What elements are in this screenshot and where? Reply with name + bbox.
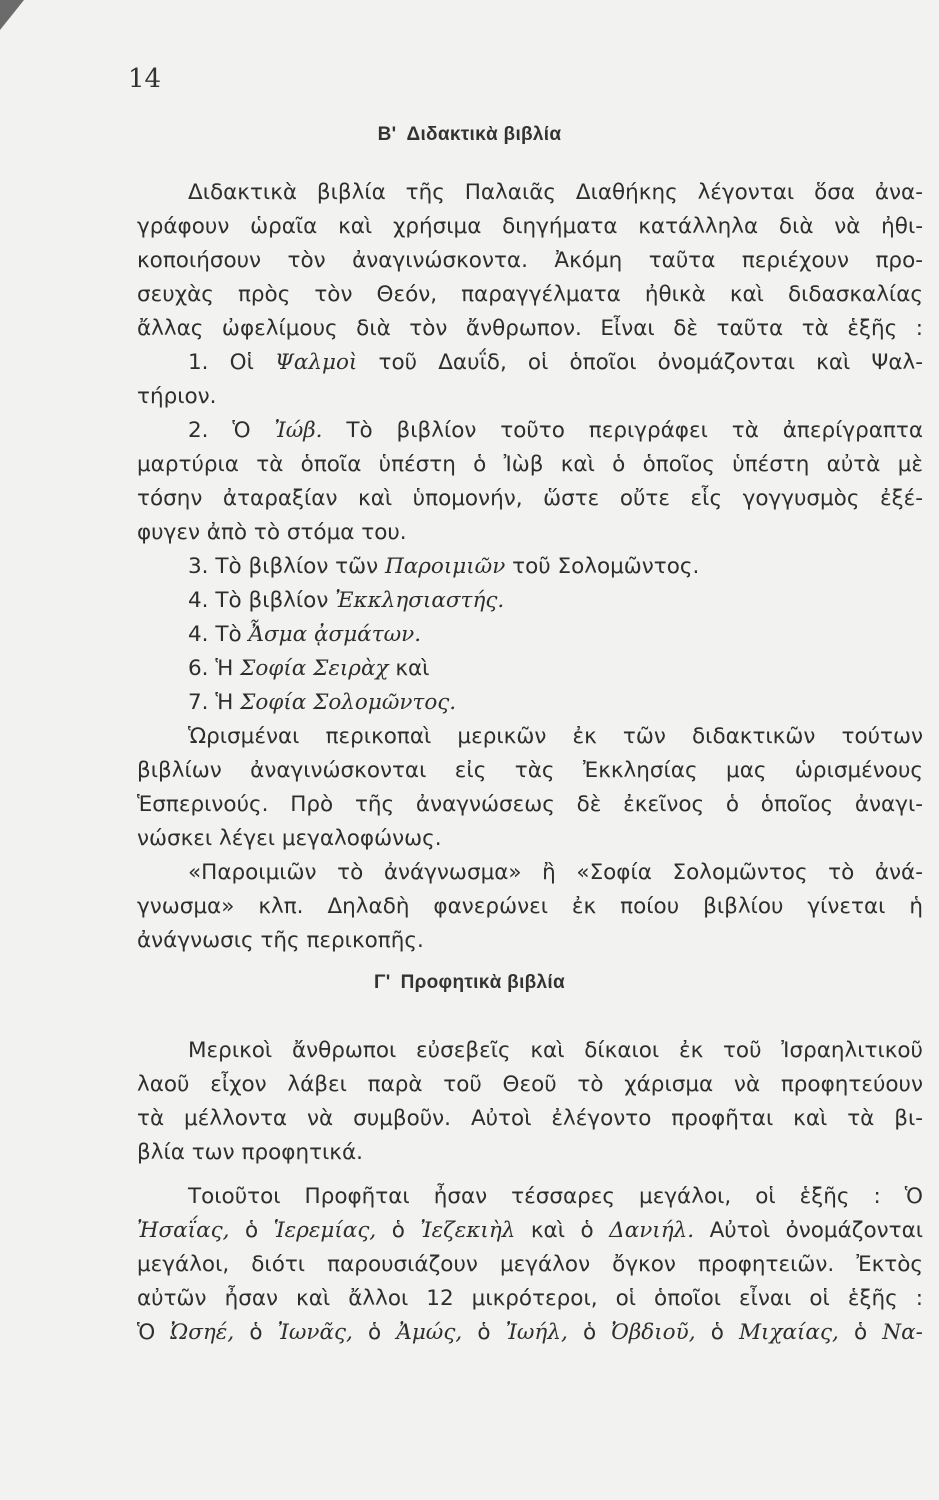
list-item bbox=[188, 652, 923, 686]
article: Ὁ bbox=[137, 1320, 156, 1345]
article: ὁ bbox=[368, 1320, 382, 1345]
item-text: τοῦ Σολομῶντος. bbox=[512, 554, 700, 579]
text-line: γράφουν ὡραῖα καὶ χρήσιμα διηγήματα κατάλληλα διὰ νὰ ἠθι- bbox=[137, 214, 923, 239]
prophet-name: Να- bbox=[882, 1320, 923, 1345]
text-line: Τοιοῦτοι Προφῆται ἦσαν τέσσαρες μεγάλοι, οἱ ἑξῆς : Ὁ bbox=[188, 1184, 923, 1209]
text-line: Ὡρισμέναι περικοπαὶ μερικῶν ἐκ τῶν διδακτικῶν τούτων bbox=[188, 724, 923, 749]
article: ὁ bbox=[710, 1320, 724, 1345]
minor-prophets-line bbox=[137, 1316, 923, 1350]
book-title: Παροιμιῶν bbox=[384, 554, 506, 579]
text-line: ἄλλας ὠφελίμους διὰ τὸν ἄνθρωπον. Εἶναι δὲ ταῦτα τὰ ἑξῆς : bbox=[137, 316, 923, 341]
list-item bbox=[188, 686, 923, 720]
article: ὁ bbox=[582, 1320, 597, 1345]
article: καὶ ὁ bbox=[530, 1218, 594, 1243]
item-text: 4. Τὸ bbox=[188, 622, 242, 647]
list-item bbox=[188, 618, 923, 652]
prophet-name: Ἰωνᾶς, bbox=[277, 1320, 353, 1345]
item-number: 2. Ὁ bbox=[188, 418, 251, 443]
list-item bbox=[188, 584, 923, 618]
text-line: βλία των προφητικά. bbox=[137, 1140, 363, 1165]
text-line: σευχὰς πρὸς τὸν Θεόν, παραγγέλματα ἠθικὰ καὶ διδασκαλίας bbox=[137, 282, 923, 307]
prophet-name: Ἠσαΐας, bbox=[137, 1218, 230, 1243]
text-line: Μερικοὶ ἄνθρωποι εὐσεβεῖς καὶ δίκαιοι ἐκ τοῦ Ἰσραηλιτικοῦ bbox=[188, 1038, 923, 1063]
item-text: Τὸ βιβλίον τοῦτο περιγράφει τὰ ἀπερίγραπτα bbox=[346, 418, 923, 443]
list-item bbox=[188, 346, 923, 380]
scan-corner bbox=[0, 0, 24, 30]
item-text: 6. Ἡ bbox=[188, 656, 234, 681]
page-number: 14 bbox=[128, 64, 162, 94]
text-line: τόσην ἀταραξίαν καὶ ὑπομονήν, ὥστε οὔτε εἷς γογγυσμὸς ἐξέ- bbox=[137, 486, 923, 511]
prophet-name: Ἱερεμίας, bbox=[273, 1218, 377, 1243]
prophet-name: Ἀμώς, bbox=[396, 1320, 463, 1345]
text-line: νώσκει λέγει μεγαλοφώνως. bbox=[137, 826, 442, 851]
text-line: Ἑσπερινούς. Πρὸ τῆς ἀναγνώσεως δὲ ἐκεῖνος ὁ ὁποῖος ἀναγι- bbox=[137, 792, 923, 817]
section-b-heading bbox=[0, 124, 939, 146]
book-title: Σοφία Σειρὰχ bbox=[240, 656, 389, 681]
text-line: Διδακτικὰ βιβλία τῆς Παλαιᾶς Διαθήκης λέγονται ὅσα ἀνα- bbox=[188, 180, 923, 205]
text-line: βιβλίων ἀναγινώσκονται εἰς τὰς Ἐκκλησίας μας ὡρισμένους bbox=[137, 758, 923, 783]
book-title: Ψαλμοὶ bbox=[275, 350, 358, 375]
item-text: 4. Τὸ βιβλίον bbox=[188, 588, 329, 613]
prophet-name: Ἰεζεκιὴλ bbox=[420, 1218, 516, 1243]
prophet-name: Ὠσηέ, bbox=[170, 1320, 235, 1345]
item-text: 7. Ἡ bbox=[188, 690, 234, 715]
item-text: 3. Τὸ βιβλίον τῶν bbox=[188, 554, 379, 579]
section-b-heading-text: Διδακτικὰ βιβλία bbox=[406, 124, 562, 145]
prophet-name: Μιχαίας, bbox=[739, 1320, 839, 1345]
book-title: Ἰώβ. bbox=[274, 418, 323, 443]
prophet-name: Ὀβδιοῦ, bbox=[611, 1320, 696, 1345]
section-c-heading-text: Προφητικὰ βιβλία bbox=[400, 972, 565, 993]
text-line: λαοῦ εἶχον λάβει παρὰ τοῦ Θεοῦ τὸ χάρισμα νὰ προφητεύουν bbox=[137, 1072, 923, 1097]
text-line: ἀνάγνωσις τῆς περικοπῆς. bbox=[137, 928, 424, 953]
section-c-heading bbox=[0, 972, 939, 994]
article: ὁ bbox=[853, 1320, 868, 1345]
text-line: αὐτῶν ἦσαν καὶ ἄλλοι 12 μικρότεροι, οἱ ὁποῖοι εἶναι οἱ ἑξῆς : bbox=[137, 1286, 923, 1311]
text-line: κοποιήσουν τὸν ἀναγινώσκοντα. Ἀκόμη ταῦτα περιέχουν προ- bbox=[137, 248, 923, 273]
book-title: Σοφία Σολομῶντος. bbox=[240, 690, 457, 715]
text-line: φυγεν ἀπὸ τὸ στόμα του. bbox=[137, 520, 407, 545]
article: ὁ bbox=[245, 1218, 259, 1243]
list-item bbox=[188, 414, 923, 448]
text-line: «Παροιμιῶν τὸ ἀνάγνωσμα» ἢ «Σοφία Σολομῶντος τὸ ἀνά- bbox=[188, 860, 923, 885]
text-line: γνωσμα» κλπ. Δηλαδὴ φανερώνει ἐκ ποίου βιβλίου γίνεται ἡ bbox=[137, 894, 923, 919]
prophet-name: Δανιήλ. bbox=[609, 1218, 695, 1243]
list-item bbox=[188, 550, 923, 584]
item-number: 1. Οἱ bbox=[188, 350, 254, 375]
item-text: καὶ bbox=[395, 656, 430, 681]
book-title: Ἐκκλησιαστής. bbox=[335, 588, 505, 613]
prophet-name: Ἰωήλ, bbox=[505, 1320, 568, 1345]
text-line: τὰ μέλλοντα νὰ συμβοῦν. Αὐτοὶ ἐλέγοντο προφῆται καὶ τὰ βι- bbox=[137, 1106, 923, 1131]
item-text: τοῦ Δαυΐδ, οἱ ὁποῖοι ὀνομάζονται καὶ Ψαλ- bbox=[378, 350, 924, 375]
article: ὁ bbox=[249, 1320, 263, 1345]
text-line: μεγάλοι, διότι παρουσιάζουν μεγάλον ὄγκον προφητειῶν. Ἐκτὸς bbox=[137, 1252, 923, 1277]
text-line: τήριον. bbox=[137, 384, 217, 409]
item-text: Αὐτοὶ ὀνομάζονται bbox=[709, 1218, 924, 1243]
article: ὁ bbox=[391, 1218, 405, 1243]
book-title: Ἆσμα ᾀσμάτων. bbox=[248, 622, 422, 647]
article: ὁ bbox=[477, 1320, 491, 1345]
text-line: μαρτύρια τὰ ὁποῖα ὑπέστη ὁ Ἰὼβ καὶ ὁ ὁποῖος ὑπέστη αὐτὰ μὲ bbox=[137, 452, 923, 477]
section-b-heading-prefix: Β' bbox=[377, 124, 397, 145]
prophets-line bbox=[137, 1214, 923, 1248]
section-c-heading-prefix: Γ' bbox=[374, 972, 391, 993]
